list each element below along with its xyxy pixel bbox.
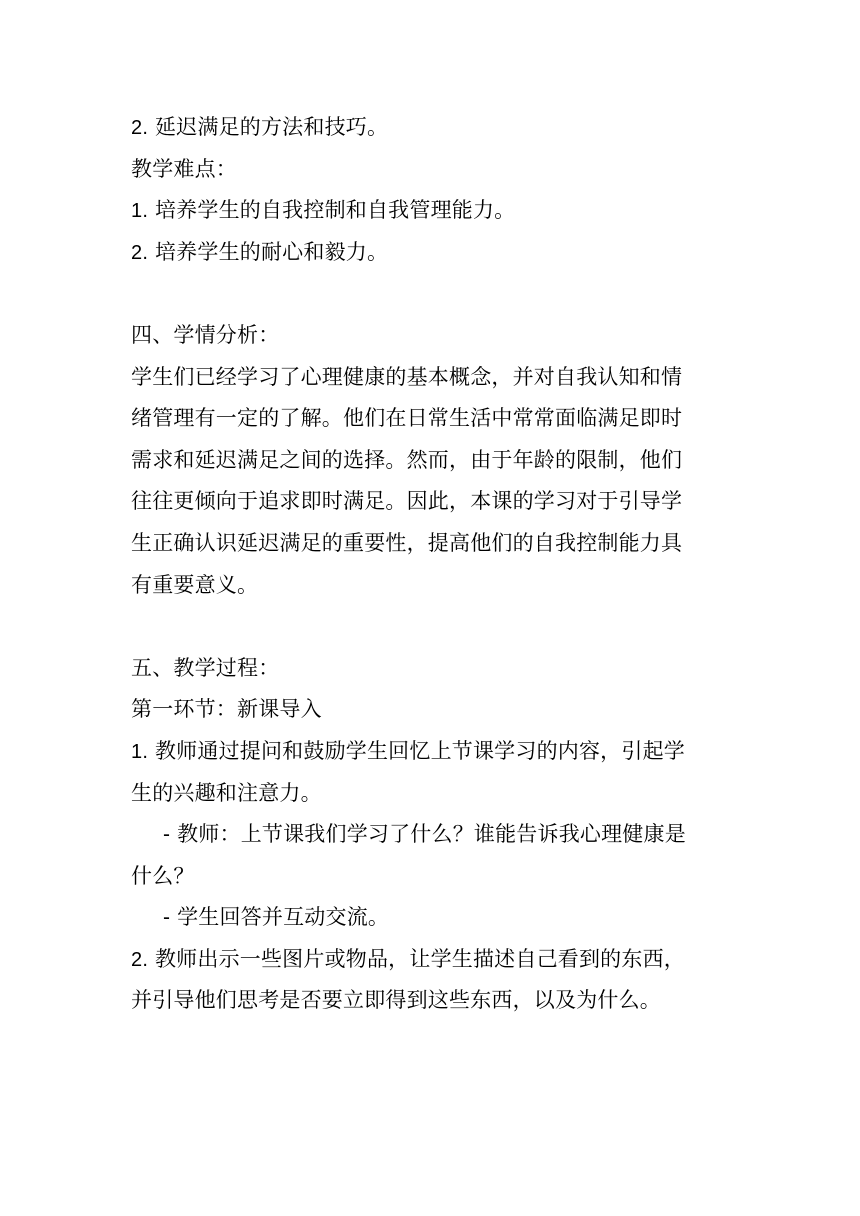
sub-item-2	[131, 897, 731, 939]
list-text: 培养学生的自我控制和自我管理能力。	[154, 198, 516, 223]
paragraph-line: 生正确认识延迟满足的重要性，提高他们的自我控制能力具	[131, 530, 683, 555]
key-point-item-2	[131, 107, 731, 149]
list-text: 教师出示一些图片或物品，让学生描述自己看到的东西，	[154, 946, 685, 971]
blank-line	[131, 606, 731, 648]
section-1-title: 第一环节：新课导入	[131, 697, 322, 722]
list-number: 2.	[131, 948, 149, 971]
list-text: 教师通过提问和鼓励学生回忆上节课学习的内容，引起学	[154, 738, 685, 763]
difficulty-item-2	[131, 232, 731, 274]
sub-item-text: 教师：上节课我们学习了什么？谁能告诉我心理健康是	[177, 822, 686, 847]
process-heading: 五、教学过程：	[131, 655, 280, 680]
analysis-heading: 四、学情分析：	[131, 322, 280, 347]
difficulty-item-1	[131, 190, 731, 232]
dash-marker: -	[163, 823, 171, 847]
process-item-2-line-2: 并引导他们思考是否要立即得到这些东西，以及为什么。	[131, 988, 661, 1013]
sub-item-1-line-1	[131, 814, 731, 856]
process-item-1-line-1	[131, 731, 731, 773]
paragraph-line: 往往更倾向于追求即时满足。因此，本课的学习对于引导学	[131, 489, 683, 514]
analysis-paragraph	[131, 357, 731, 607]
list-text: 培养学生的耐心和毅力。	[154, 239, 389, 264]
list-number: 1.	[131, 740, 149, 763]
dash-marker: -	[163, 906, 171, 930]
list-number: 1.	[131, 200, 149, 223]
sub-item-text: 学生回答并互动交流。	[177, 905, 390, 930]
paragraph-line: 需求和延迟满足之间的选择。然而，由于年龄的限制，他们	[131, 447, 683, 472]
document-page	[131, 107, 731, 1022]
paragraph-line: 学生们已经学习了心理健康的基本概念，并对自我认知和情	[131, 364, 683, 389]
list-number: 2.	[131, 117, 149, 139]
process-item-2-line-1	[131, 939, 731, 981]
paragraph-line: 有重要意义。	[131, 572, 259, 597]
blank-line	[131, 273, 731, 315]
list-number: 2.	[131, 241, 149, 264]
process-item-1-line-2: 生的兴趣和注意力。	[131, 780, 322, 805]
difficulties-heading: 教学难点：	[131, 156, 237, 181]
list-text: 延迟满足的方法和技巧。	[154, 115, 389, 139]
paragraph-line: 绪管理有一定的了解。他们在日常生活中常常面临满足即时	[131, 406, 683, 431]
sub-item-1-line-2: 什么？	[131, 863, 195, 888]
